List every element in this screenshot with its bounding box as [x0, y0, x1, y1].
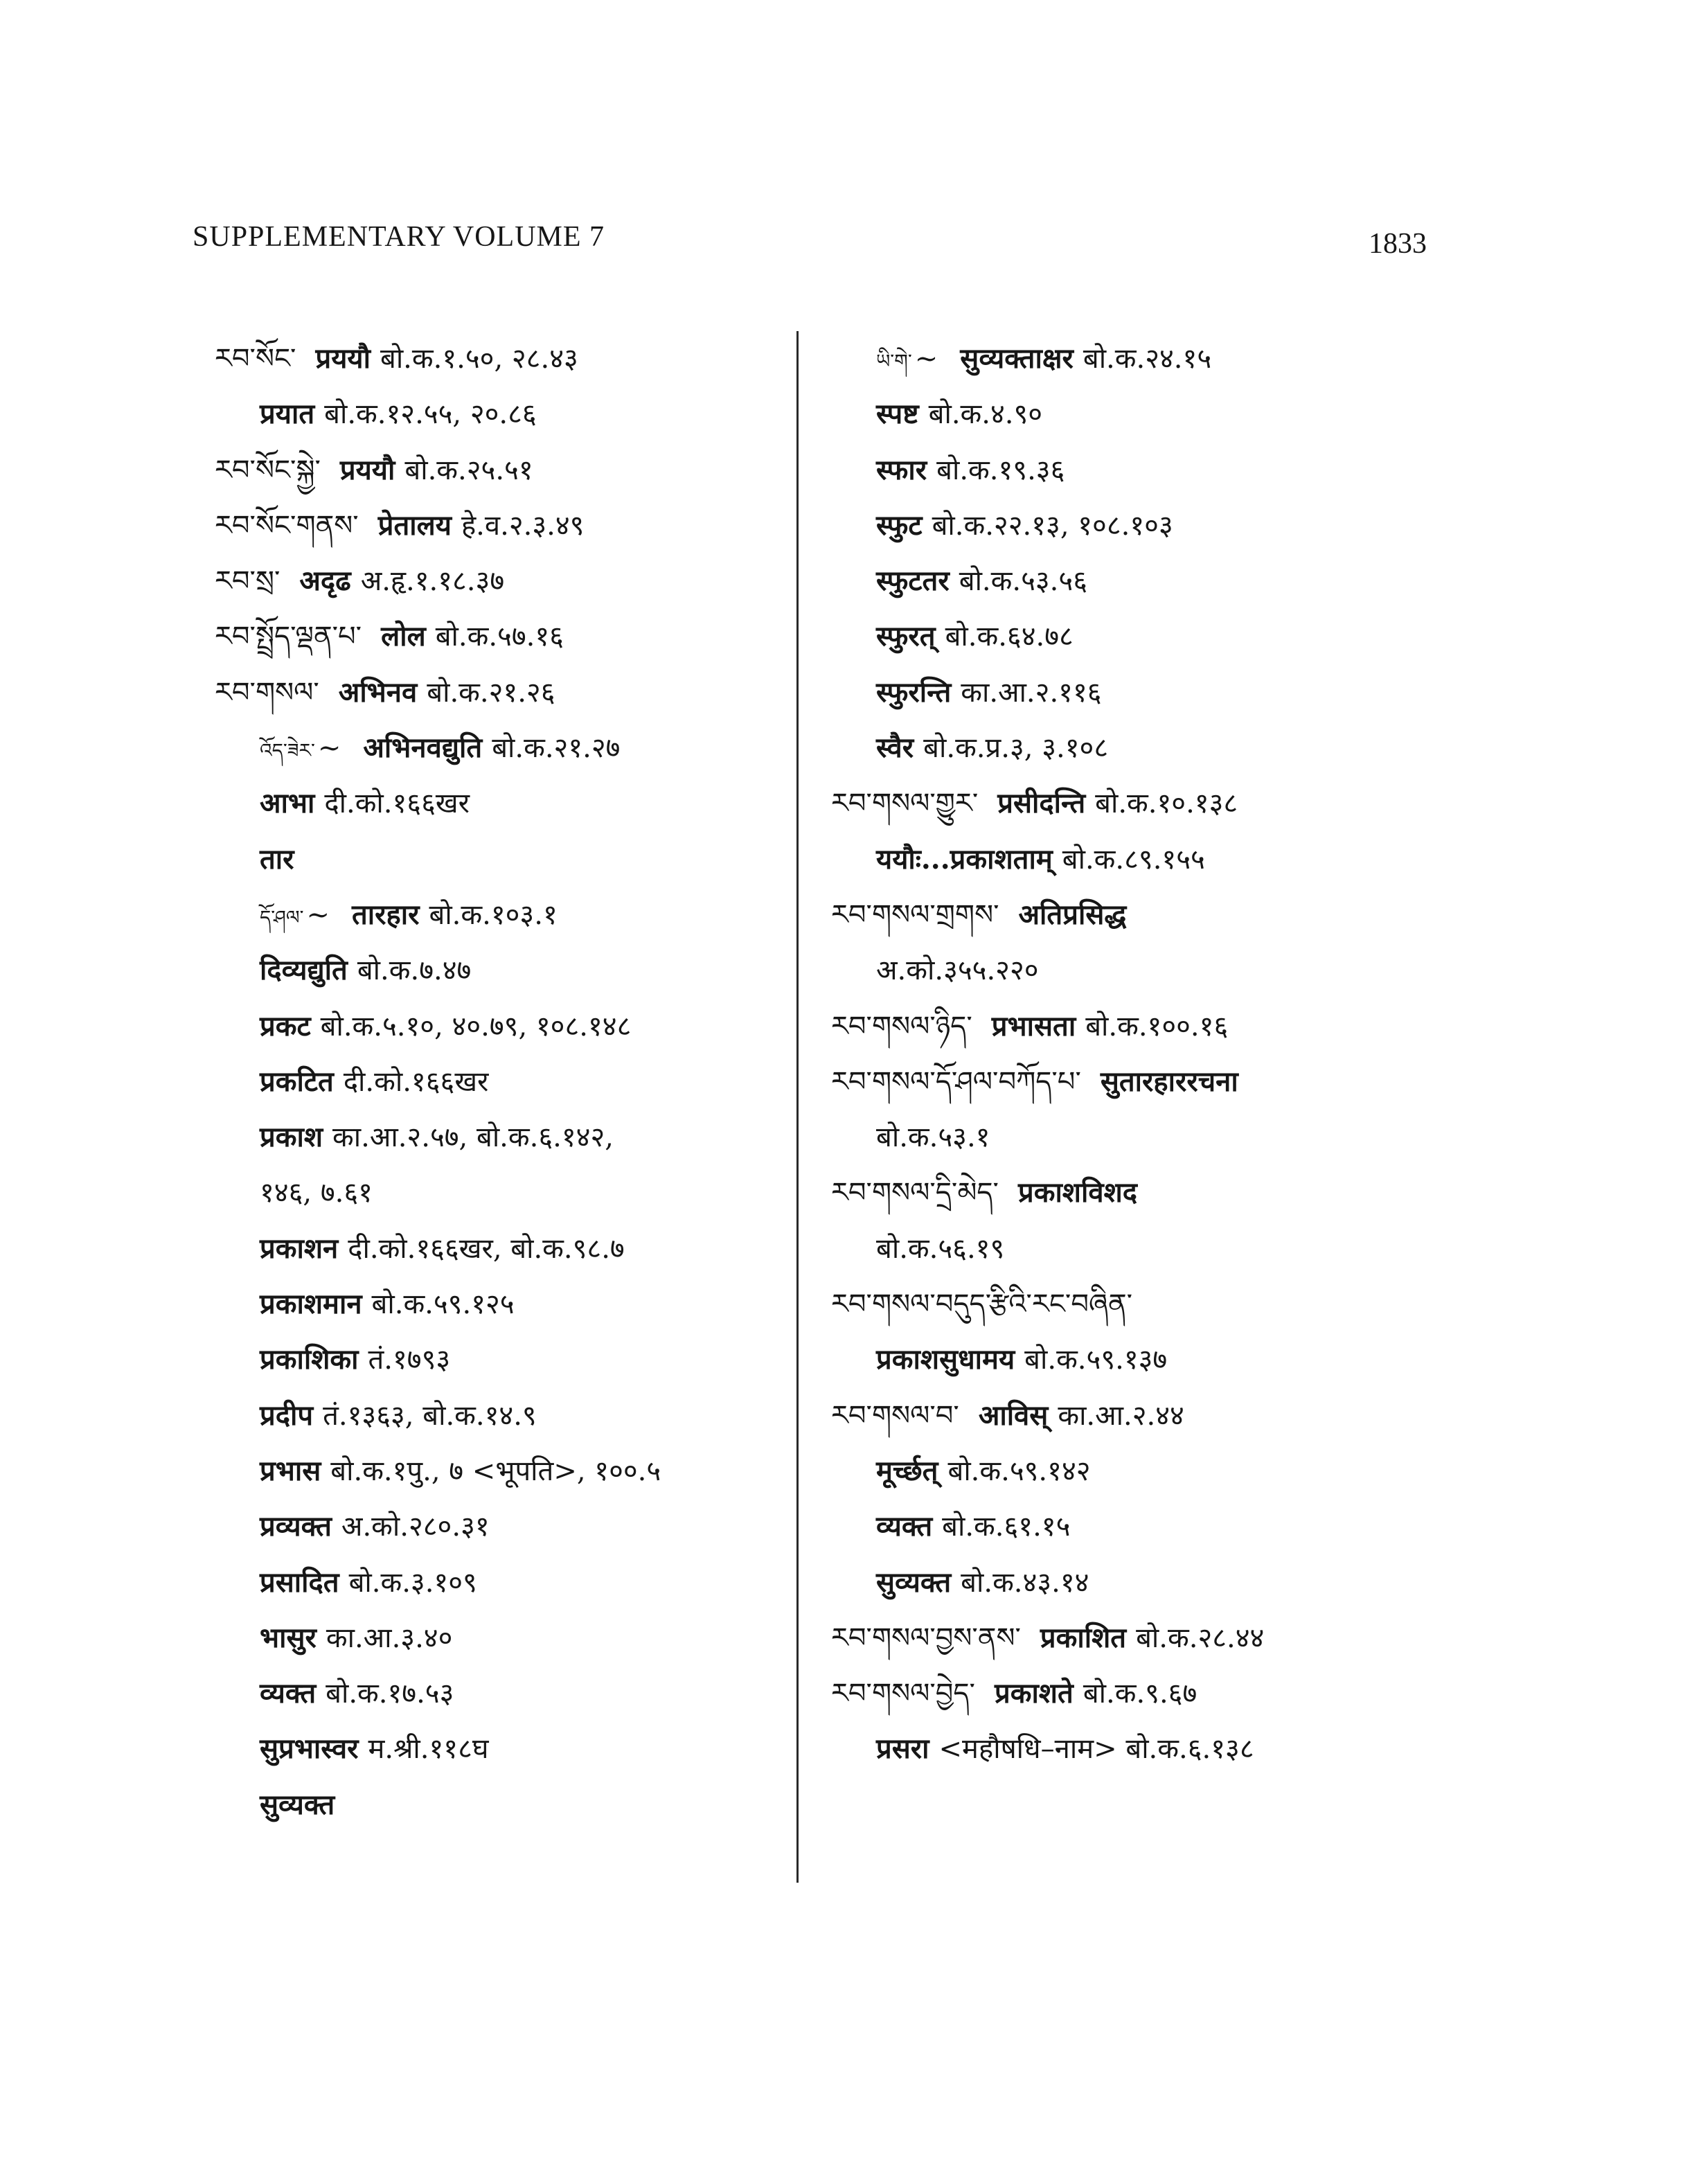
sanskrit-equivalent: प्रकाशते [994, 1677, 1074, 1710]
dictionary-entry [215, 331, 796, 387]
sanskrit-equivalent: प्रेतालय [377, 508, 452, 542]
source-reference: बो.क.१९.३६ [936, 454, 1065, 486]
dictionary-entry [831, 1332, 1420, 1387]
dictionary-entry [215, 1388, 796, 1444]
sanskrit-equivalent: प्रव्यक्त [260, 1510, 332, 1543]
dictionary-entry [831, 665, 1420, 720]
sanskrit-equivalent: प्रकाशन [260, 1232, 339, 1265]
source-reference: का.आ.२.११६ [961, 676, 1102, 709]
dictionary-entry [215, 1721, 796, 1777]
tibetan-headword: རབ་སོང་ [215, 343, 296, 375]
source-reference: बो.क.८९.१५५ [1062, 843, 1205, 876]
dictionary-entry [831, 1721, 1420, 1777]
dictionary-entry [215, 609, 796, 664]
source-reference: दी.को.१६६खर, बो.क.९८.७ [348, 1232, 625, 1265]
repeat-mark: ~ [306, 898, 330, 931]
dictionary-entry [831, 387, 1420, 442]
sanskrit-equivalent: तार [260, 842, 294, 876]
dictionary-entry [831, 1444, 1420, 1499]
source-reference: बो.क.२१.२७ [492, 732, 621, 765]
source-reference: बो.क.७.४७ [357, 955, 472, 987]
source-reference: बो.क.२२.१३, १०८.१०३ [932, 509, 1173, 542]
sanskrit-equivalent: सुव्यक्त [260, 1788, 335, 1821]
dictionary-entry [215, 720, 796, 776]
tibetan-headword: རབ་སོང་གནས་ [215, 509, 359, 542]
dictionary-entry [215, 1221, 796, 1277]
source-reference: बो.क.प्र.३, ३.१०८ [923, 732, 1109, 765]
source-reference: बो.क.५९.१४२ [947, 1455, 1091, 1487]
repeat-mark: ~ [914, 343, 938, 375]
source-reference: बो.क.४३.१४ [961, 1566, 1089, 1599]
source-reference: बो.क.१पु., ७ <भूपति>, १००.५ [330, 1455, 661, 1487]
sanskrit-equivalent: प्रकाशसुधामय [876, 1343, 1015, 1376]
dictionary-entry [831, 1499, 1420, 1554]
sanskrit-equivalent: सुव्यक्ताक्षर [960, 342, 1074, 375]
sanskrit-equivalent: स्फुरत् [876, 620, 936, 653]
dictionary-entry [831, 443, 1420, 498]
tibetan-headword: རབ་གསལ་བྱས་ནས་ [831, 1622, 1021, 1654]
sanskrit-equivalent: प्रकाशित [1040, 1621, 1127, 1654]
dictionary-entry [215, 1054, 796, 1110]
dictionary-entry [831, 1666, 1420, 1721]
dictionary-entry [215, 1277, 796, 1332]
dictionary-entry [215, 498, 796, 553]
sanskrit-equivalent: ययौः...प्रकाशताम् [876, 842, 1053, 876]
sanskrit-equivalent: स्पष्ट [876, 398, 919, 431]
dictionary-entry [215, 887, 796, 943]
dictionary-entry [831, 1610, 1420, 1666]
source-reference: बो.क.५३.१ [876, 1121, 990, 1154]
dictionary-entry [215, 665, 796, 720]
sanskrit-equivalent: प्रकाशमान [260, 1288, 362, 1321]
source-reference: बो.क.५९.१३७ [1024, 1344, 1168, 1376]
dictionary-entry [215, 1666, 796, 1721]
source-reference: १४६, ७.६१ [260, 1177, 373, 1209]
source-reference: बो.क.१.५०, २८.४३ [380, 343, 578, 375]
sanskrit-equivalent: प्रकटित [260, 1065, 334, 1098]
tibetan-headword: རབ་གསལ་གྲགས་ [831, 898, 999, 931]
dictionary-entry [831, 498, 1420, 553]
source-reference: अ.को.२८०.३१ [341, 1511, 490, 1543]
dictionary-entry [215, 1110, 796, 1165]
sanskrit-equivalent: स्फुरन्ति [876, 675, 952, 709]
source-reference: बो.क.२१.२६ [427, 676, 555, 709]
sanskrit-equivalent: अदृढ [299, 565, 351, 598]
tibetan-headword: རབ་གསལ་བ་ [831, 1399, 959, 1432]
dictionary-entry [831, 1388, 1420, 1444]
sanskrit-equivalent: प्रसीदन्ति [997, 787, 1086, 820]
sanskrit-equivalent: स्फुटतर [876, 565, 950, 598]
source-reference: अ.हृ.१.१८.३७ [360, 565, 505, 598]
sanskrit-equivalent: व्यक्त [876, 1510, 933, 1543]
source-reference: दी.को.१६६खर [343, 1065, 489, 1098]
sanskrit-equivalent: सुतारहाररचना [1100, 1065, 1238, 1098]
source-reference: बो.क.१७.५३ [326, 1678, 454, 1710]
left-column [215, 331, 796, 1833]
sanskrit-equivalent: आभा [260, 787, 315, 820]
sanskrit-equivalent: स्फार [876, 453, 927, 486]
dictionary-entry [215, 1555, 796, 1610]
dictionary-entry [831, 943, 1420, 998]
source-reference: बो.क.५६.१९ [876, 1232, 1005, 1265]
source-reference: बो.क.९.६७ [1083, 1678, 1197, 1710]
sanskrit-equivalent: प्रसरा [876, 1732, 929, 1766]
source-reference: हे.व.२.३.४९ [461, 509, 585, 542]
tibetan-headword: རབ་སོང་སྐྱེ་ [215, 454, 321, 486]
source-reference: बो.क.५७.१६ [435, 621, 564, 653]
dictionary-entry [215, 387, 796, 442]
source-reference: बो.क.३.१०९ [348, 1566, 477, 1599]
column-divider [796, 331, 799, 1883]
sanskrit-equivalent: स्वैर [876, 731, 914, 765]
dictionary-entry [215, 1777, 796, 1833]
source-reference: का.आ.२.४४ [1058, 1399, 1184, 1432]
source-reference: बो.क.१०.१३८ [1095, 788, 1238, 820]
tibetan-headword: རབ་གསལ་ཉིད་ [831, 1010, 972, 1042]
dictionary-entry [215, 999, 796, 1054]
source-reference: बो.क.५९.१२५ [371, 1288, 515, 1321]
dictionary-entry [215, 1165, 796, 1220]
dictionary-entry [831, 1221, 1420, 1277]
tibetan-headword: རབ་གསལ་ [215, 676, 319, 709]
tibetan-compound: དོ་ཤལ་ [260, 905, 304, 929]
sanskrit-equivalent: तारहार [352, 898, 420, 931]
sanskrit-equivalent: प्रकाशिका [260, 1343, 359, 1376]
sanskrit-equivalent: प्रभासता [991, 1009, 1076, 1042]
dictionary-entry [831, 331, 1420, 387]
sanskrit-equivalent: अभिनव [338, 675, 418, 709]
sanskrit-equivalent: अभिनवद्युति [363, 731, 483, 765]
sanskrit-equivalent: भासुर [260, 1621, 317, 1654]
source-reference: का.आ.२.५७, बो.क.६.१४२, [332, 1121, 614, 1154]
running-head: SUPPLEMENTARY VOLUME 7 [193, 221, 605, 253]
sanskrit-equivalent: व्यक्त [260, 1677, 317, 1710]
dictionary-entry [831, 1054, 1420, 1110]
source-reference: बो.क.६४.७८ [945, 621, 1074, 653]
sanskrit-equivalent: प्रययौ [339, 453, 395, 486]
tibetan-headword: རབ་གསལ་དྲི་མེད་ [831, 1177, 999, 1209]
dictionary-entry [215, 1610, 796, 1666]
sanskrit-equivalent: लोल [381, 620, 426, 653]
source-reference: का.आ.३.४० [326, 1622, 453, 1654]
source-reference: बो.क.५.१०, ४०.७९, १०८.१४८ [320, 1010, 632, 1042]
dictionary-entry [215, 1444, 796, 1499]
dictionary-entry [215, 443, 796, 498]
dictionary-entry [215, 1332, 796, 1387]
source-reference: बो.क.५३.५६ [959, 565, 1087, 598]
sanskrit-equivalent: प्रययौ [315, 342, 371, 375]
source-reference: बो.क.१००.१६ [1085, 1010, 1229, 1042]
page-number: 1833 [1369, 228, 1427, 260]
tibetan-headword: རབ་གསལ་གྱུར་ [831, 788, 979, 820]
tibetan-headword: རབ་གསལ་བདུད་རྩིའི་རང་བཞིན་ [831, 1288, 1133, 1321]
dictionary-entry [831, 832, 1420, 887]
source-reference: बो.क.४.९० [928, 398, 1043, 431]
dictionary-entry [831, 776, 1420, 831]
dictionary-entry [215, 832, 796, 887]
source-reference: तं.१३६३, बो.क.१४.९ [323, 1399, 537, 1432]
source-reference: बो.क.२५.५१ [404, 454, 533, 486]
tibetan-headword: རབ་སྤྲོད་ལྡན་པ་ [215, 621, 362, 653]
sanskrit-equivalent: अतिप्रसिद्ध [1018, 898, 1127, 931]
sanskrit-equivalent: प्रभास [260, 1454, 321, 1487]
sanskrit-equivalent: प्रकाशविशद [1017, 1176, 1138, 1209]
tibetan-compound: འོད་ཟེར་ [260, 739, 315, 763]
sanskrit-equivalent: प्रदीप [260, 1399, 314, 1432]
dictionary-entry [215, 776, 796, 831]
dictionary-entry [831, 553, 1420, 609]
right-column [831, 331, 1420, 1777]
sanskrit-equivalent: सुव्यक्त [876, 1565, 952, 1599]
source-reference: दी.को.१६६खर [324, 788, 470, 820]
dictionary-entry [831, 887, 1420, 943]
dictionary-entry [215, 943, 796, 998]
tibetan-headword: རབ་གསལ་བྱེད་ [831, 1678, 975, 1710]
dictionary-entry [831, 999, 1420, 1054]
dictionary-entry [215, 1499, 796, 1554]
source-reference: <महौषधि–नाम> बो.क.६.१३८ [938, 1733, 1254, 1766]
sanskrit-equivalent: आविस् [978, 1399, 1049, 1432]
dictionary-entry [831, 1110, 1420, 1165]
tibetan-headword: རབ་གསལ་དོ་ཤལ་བཀོད་པ་ [831, 1065, 1081, 1098]
source-reference: म.श्री.११८घ [368, 1733, 489, 1766]
tibetan-headword: རབ་སྲ་ [215, 565, 280, 598]
tibetan-compound: ཡི་གེ་ [876, 350, 912, 373]
sanskrit-equivalent: मूर्च्छत् [876, 1454, 938, 1487]
source-reference: बो.क.१२.५५, २०.८६ [324, 398, 537, 431]
dictionary-entry [831, 720, 1420, 776]
sanskrit-equivalent: प्रयात [260, 398, 315, 431]
sanskrit-equivalent: स्फुट [876, 508, 923, 542]
source-reference: बो.क.६१.१५ [942, 1511, 1071, 1543]
source-reference: अ.को.३५५.२२० [876, 955, 1039, 987]
sanskrit-equivalent: प्रकाश [260, 1121, 323, 1154]
dictionary-entry [831, 1555, 1420, 1610]
source-reference: बो.क.२४.१५ [1083, 343, 1212, 375]
source-reference: बो.क.१०३.१ [429, 898, 558, 931]
source-reference: तं.१७९३ [368, 1344, 451, 1376]
sanskrit-equivalent: सुप्रभास्वर [260, 1732, 359, 1766]
repeat-mark: ~ [317, 732, 341, 765]
sanskrit-equivalent: प्रसादित [260, 1565, 339, 1599]
dictionary-entry [831, 609, 1420, 664]
dictionary-entry [831, 1165, 1420, 1220]
dictionary-entry [215, 553, 796, 609]
sanskrit-equivalent: प्रकट [260, 1009, 311, 1042]
sanskrit-equivalent: दिव्यद्युति [260, 954, 348, 987]
source-reference: बो.क.२८.४४ [1136, 1622, 1265, 1654]
dictionary-entry [831, 1277, 1420, 1332]
